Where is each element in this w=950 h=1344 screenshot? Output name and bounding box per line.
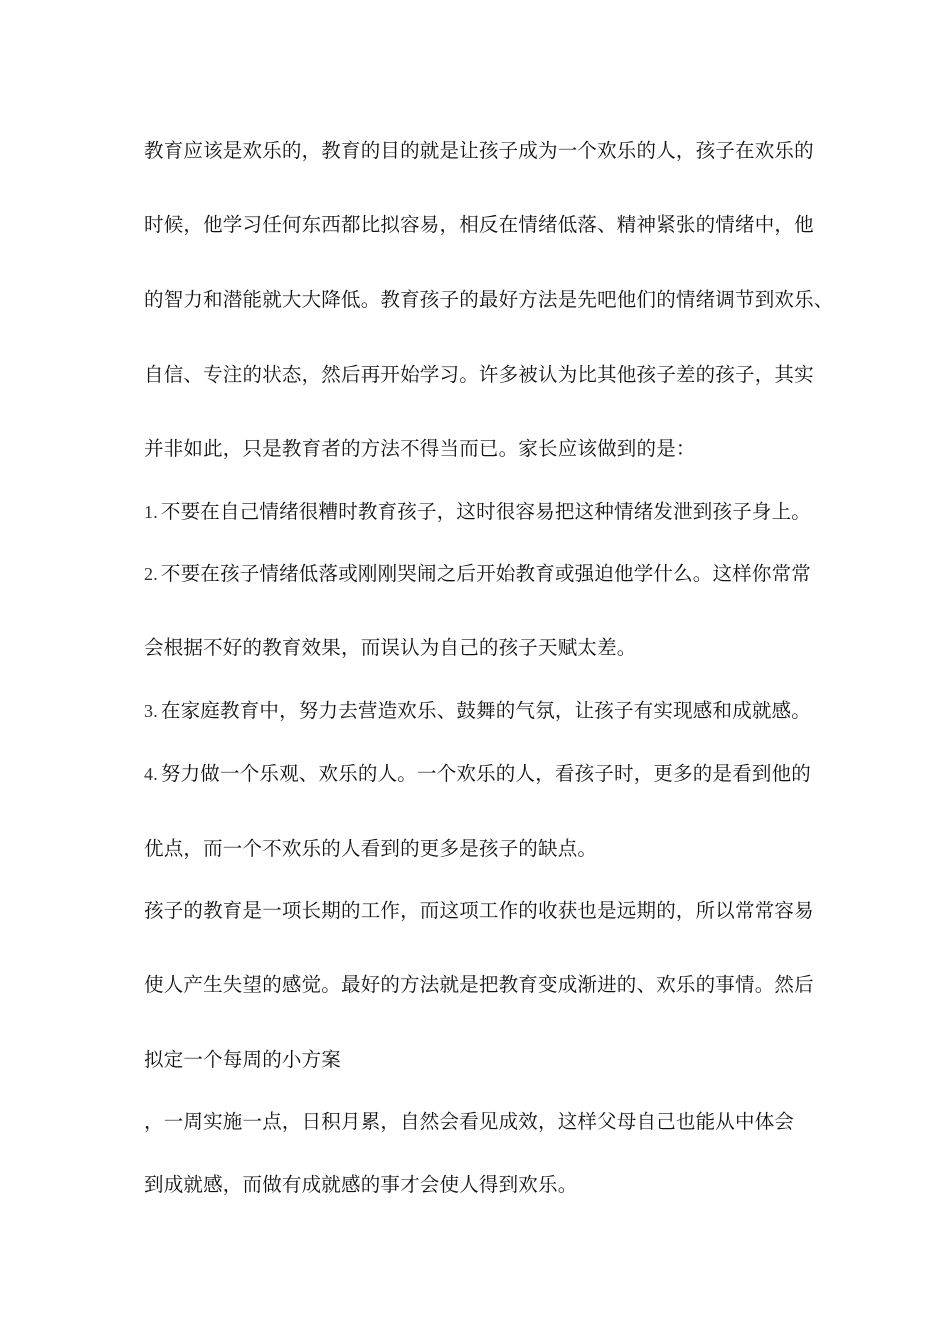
paragraph-line: 自信、专注的状态，然后再开始学习。许多被认为比其他孩子差的孩子，其实 <box>144 363 814 386</box>
paragraph-line: 孩子的教育是一项长期的工作，而这项工作的收获也是远期的，所以常常容易 <box>144 899 814 922</box>
list-item-text: 不要在自己情绪很糟时教育孩子，这时很容易把这种情绪发泄到孩子身上。 <box>160 500 812 523</box>
list-item-text: 在家庭教育中，努力去营造欢乐、鼓舞的气氛，让孩子有实现感和成就感。 <box>160 699 812 722</box>
list-item-number: 1. <box>144 502 158 522</box>
paragraph-line: 到成就感，而做有成就感的事才会使人得到欢乐。 <box>144 1173 578 1196</box>
paragraph-line: 使人产生失望的感觉。最好的方法就是把教育变成渐进的、欢乐的事情。然后 <box>144 973 814 996</box>
paragraph-line: ，一周实施一点，日积月累，自然会看见成效，这样父母自己也能从中体会 <box>144 1110 795 1133</box>
list-item-continuation: 会根据不好的教育效果，而误认为自己的孩子天赋太差。 <box>144 636 637 659</box>
list-item <box>144 500 811 524</box>
paragraph-line: 教育应该是欢乐的，教育的目的就是让孩子成为一个欢乐的人，孩子在欢乐的 <box>144 139 814 162</box>
list-item-number: 3. <box>144 701 158 721</box>
list-item-number: 2. <box>144 564 158 584</box>
list-item-continuation: 优点，而一个不欢乐的人看到的更多是孩子的缺点。 <box>144 837 598 860</box>
list-item <box>144 562 811 586</box>
paragraph-line: 并非如此，只是教育者的方法不得当而已。家长应该做到的是： <box>144 437 696 460</box>
list-item-text: 不要在孩子情绪低落或刚刚哭闹之后开始教育或强迫他学什么。这样你常常 <box>160 562 812 585</box>
list-item-number: 4. <box>144 764 158 784</box>
list-item-text: 努力做一个乐观、欢乐的人。一个欢乐的人，看孩子时，更多的是看到他的 <box>160 762 812 785</box>
list-item <box>144 699 811 723</box>
paragraph-line: 时候，他学习任何东西都比拟容易，相反在情绪低落、精神紧张的情绪中，他 <box>144 213 814 236</box>
paragraph-line: 拟定一个每周的小方案 <box>144 1048 342 1071</box>
paragraph-line: 的智力和潜能就大大降低。教育孩子的最好方法是先吧他们的情绪调节到欢乐、 <box>144 288 834 311</box>
list-item <box>144 762 811 786</box>
